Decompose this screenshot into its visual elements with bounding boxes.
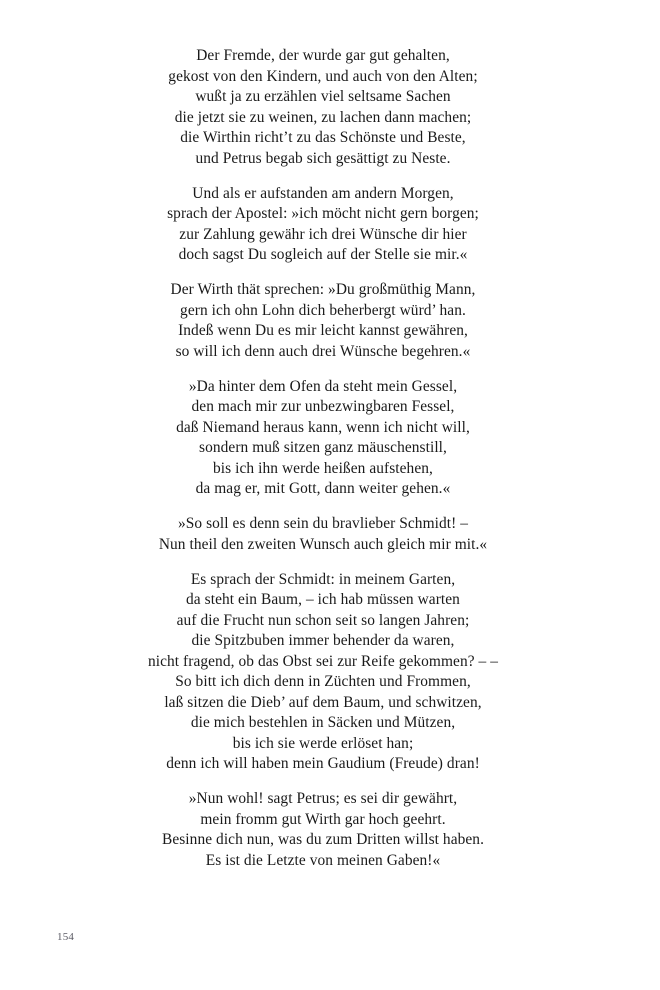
poem-line: auf die Frucht nun schon seit so langen Jahren; bbox=[176, 611, 470, 629]
stanza bbox=[0, 46, 646, 169]
poem-line: Nun theil den zweiten Wunsch auch gleich mir mit.« bbox=[158, 535, 488, 553]
poem-line: So bitt ich dich denn in Züchten und Frommen, bbox=[175, 673, 471, 690]
poem-line: Es sprach der Schmidt: in meinem Garten, bbox=[190, 570, 456, 588]
stanza bbox=[0, 570, 646, 775]
poem-line: Besinne dich nun, was du zum Dritten willst haben. bbox=[161, 831, 485, 848]
poem-line: die Wirthin richt’t zu das Schönste und Beste, bbox=[180, 129, 466, 146]
stanza bbox=[0, 184, 646, 266]
poem-line: »Nun wohl! sagt Petrus; es sei dir gewährt, bbox=[188, 790, 458, 807]
poem-line: die mich bestehlen in Säcken und Mützen, bbox=[190, 714, 456, 731]
poem-line: daß Niemand heraus kann, wenn ich nicht will, bbox=[176, 418, 470, 436]
poem-line: bis ich sie werde erlöset han; bbox=[232, 734, 414, 752]
page-number: 154 bbox=[57, 931, 75, 943]
stanza bbox=[0, 377, 646, 500]
poem-line: gekost von den Kindern, und auch von den Alten; bbox=[168, 67, 478, 85]
poem-line: Und als er aufstanden am andern Morgen, bbox=[192, 184, 454, 202]
poem-line: »So soll es denn sein du bravlieber Schmidt! – bbox=[177, 515, 469, 532]
poem-body bbox=[0, 46, 660, 871]
poem-line: bis ich ihn werde heißen aufstehen, bbox=[213, 459, 433, 477]
poem-line: da steht ein Baum, – ich hab müssen warten bbox=[186, 591, 460, 608]
poem-line: laß sitzen die Dieb’ auf dem Baum, und schwitzen, bbox=[164, 693, 482, 711]
poem-line: die jetzt sie zu weinen, zu lachen dann machen; bbox=[174, 108, 472, 126]
poem-line: und Petrus begab sich gesättigt zu Neste. bbox=[195, 149, 451, 167]
poem-line: die Spitzbuben immer behender da waren, bbox=[191, 632, 455, 649]
poem-line: denn ich will haben mein Gaudium (Freude) dran! bbox=[166, 755, 480, 772]
poem-line: »Da hinter dem Ofen da steht mein Gessel, bbox=[188, 377, 458, 395]
poem-line: Indeß wenn Du es mir leicht kannst gewähren, bbox=[178, 322, 468, 339]
poem-line: sprach der Apostel: »ich möcht nicht gern borgen; bbox=[167, 205, 479, 222]
poem-line: zur Zahlung gewähr ich drei Wünsche dir hier bbox=[179, 225, 467, 243]
poem-line: den mach mir zur unbezwingbaren Fessel, bbox=[191, 398, 455, 415]
stanza bbox=[0, 280, 646, 362]
poem-line: Der Fremde, der wurde gar gut gehalten, bbox=[196, 47, 450, 64]
poem-line: sondern muß sitzen ganz mäuschenstill, bbox=[199, 439, 447, 456]
poem-line: Es ist die Letzte von meinen Gaben!« bbox=[205, 851, 441, 869]
stanza bbox=[0, 789, 646, 871]
poem-line: gern ich ohn Lohn dich beherbergt würd’ han. bbox=[180, 301, 466, 319]
poem-line: so will ich denn auch drei Wünsche begehren.« bbox=[175, 342, 471, 360]
stanza bbox=[0, 514, 646, 555]
poem-line: doch sagst Du sogleich auf der Stelle sie mir.« bbox=[178, 246, 468, 263]
poem-line: da mag er, mit Gott, dann weiter gehen.« bbox=[195, 480, 451, 497]
poem-line: mein fromm gut Wirth gar hoch geehrt. bbox=[200, 810, 446, 828]
poem-line: wußt ja zu erzählen viel seltsame Sachen bbox=[195, 88, 451, 105]
poem-line: Der Wirth thät sprechen: »Du großmüthig Mann, bbox=[170, 281, 476, 298]
poem-line: nicht fragend, ob das Obst sei zur Reife gekommen? – – bbox=[147, 652, 499, 670]
